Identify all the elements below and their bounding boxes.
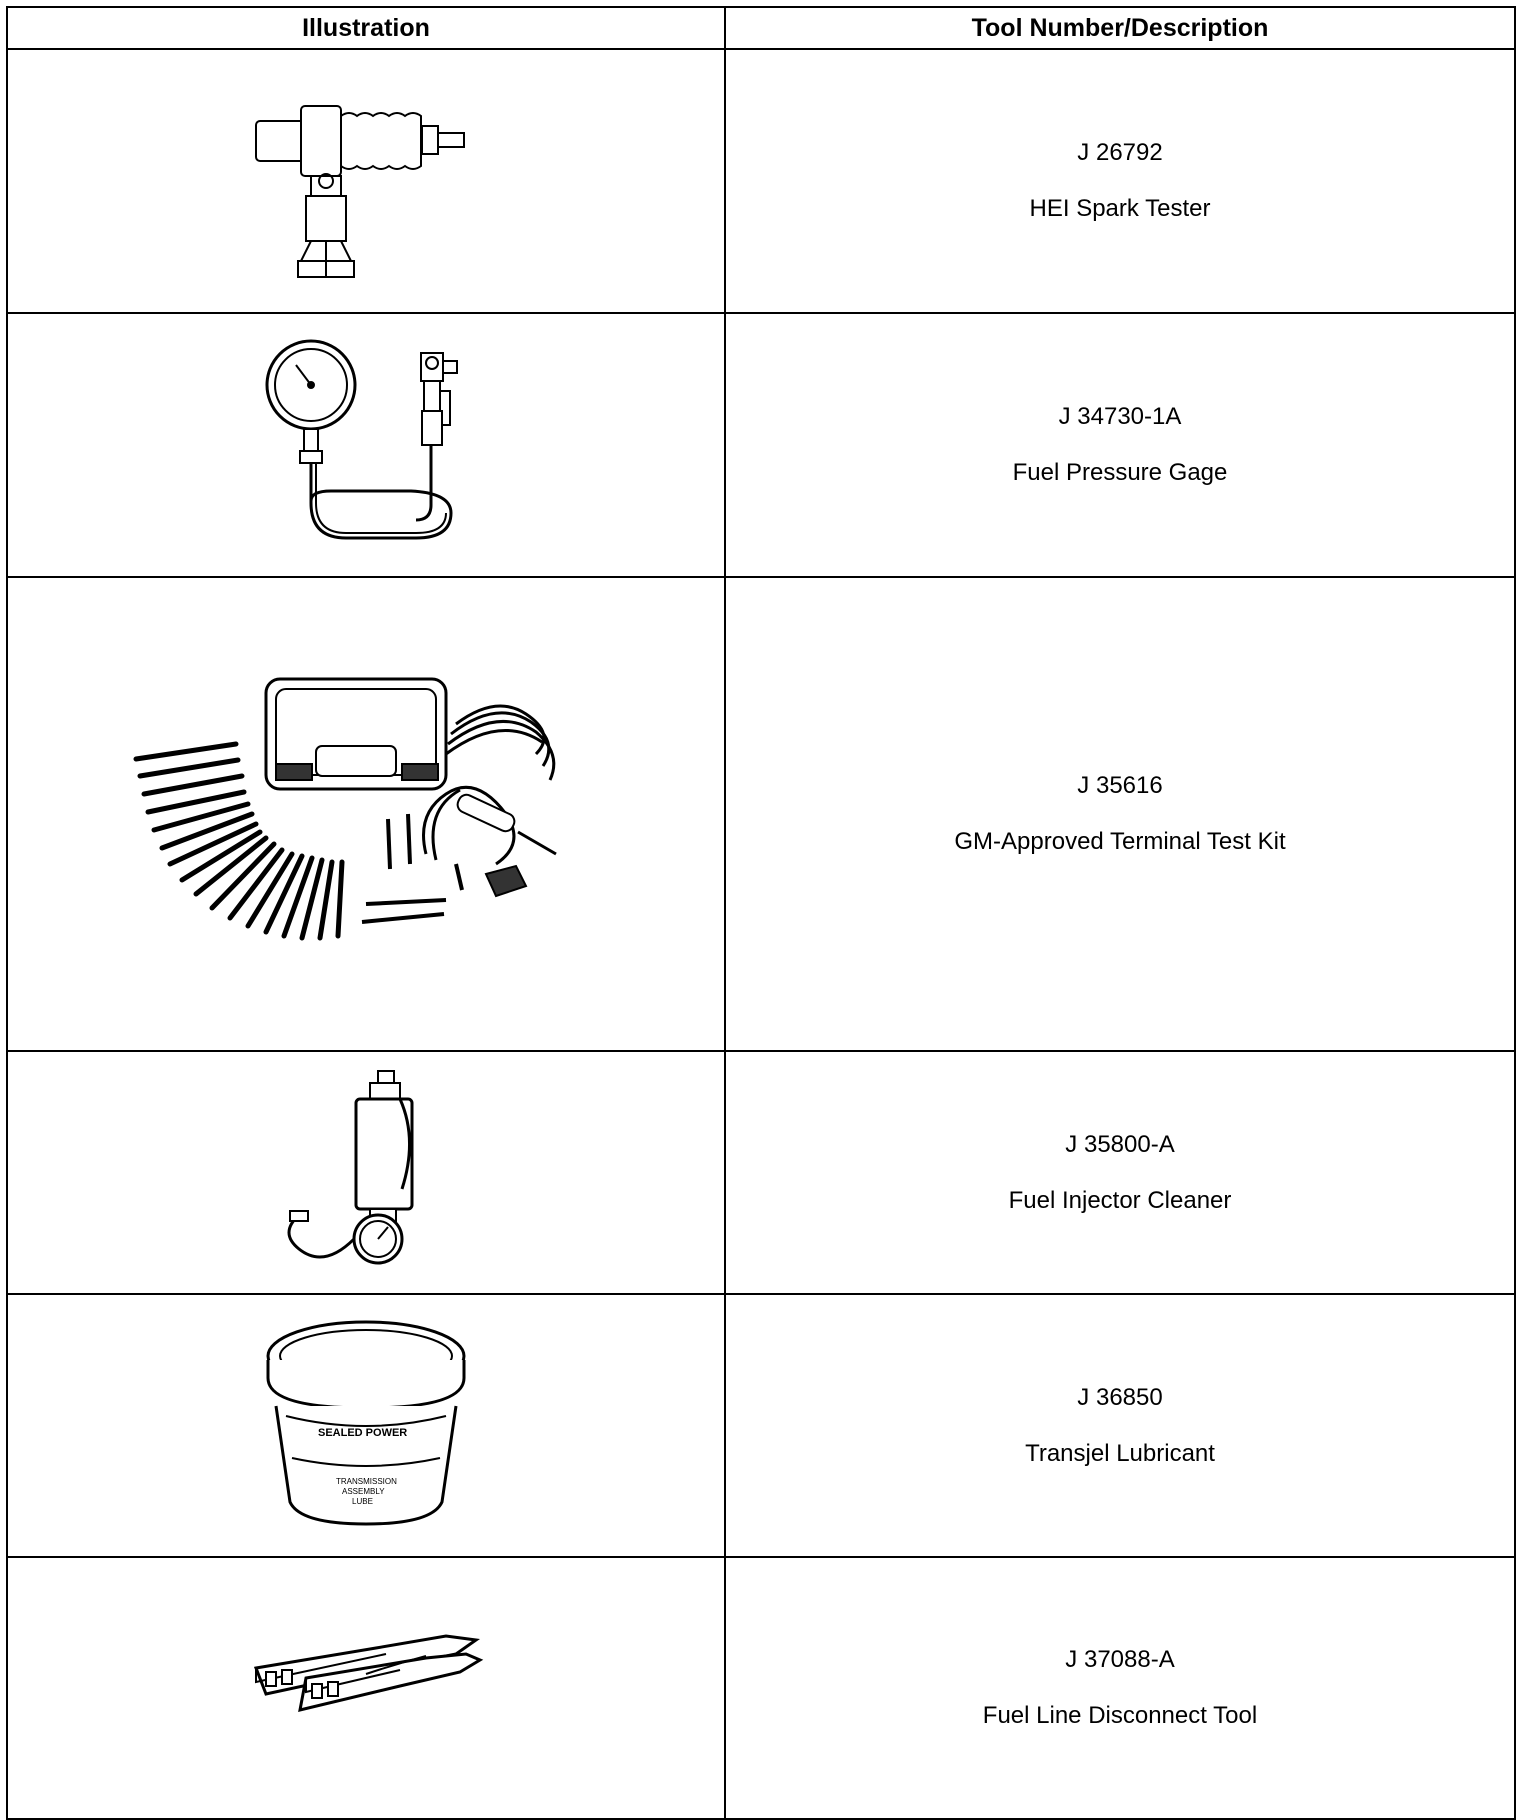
- table-row: [7, 49, 1515, 313]
- tool-name: GM-Approved Terminal Test Kit: [954, 828, 1286, 855]
- table-row: [7, 1294, 1515, 1557]
- header-row: [7, 7, 1515, 49]
- description-cell: [725, 1557, 1515, 1819]
- description-cell: [725, 1294, 1515, 1557]
- description-cell: [725, 49, 1515, 313]
- description-cell: [725, 313, 1515, 577]
- svg-text:SEALED POWER: SEALED POWER: [318, 1426, 408, 1439]
- tool-number: J 34730-1A: [1058, 403, 1182, 430]
- injector-cleaner-icon: [266, 1063, 466, 1283]
- table-row: [7, 313, 1515, 577]
- tool-name: Fuel Line Disconnect Tool: [982, 1702, 1258, 1729]
- description-cell: [725, 1051, 1515, 1294]
- special-tools-table: [6, 6, 1516, 1820]
- illustration-cell: [7, 1294, 725, 1557]
- illustration-cell: [7, 1557, 725, 1819]
- svg-text:LUBE: LUBE: [352, 1496, 373, 1506]
- svg-text:TRANSMISSION: TRANSMISSION: [336, 1476, 397, 1486]
- pressure-gage-icon: [256, 335, 476, 555]
- tool-name: Transjel Lubricant: [1025, 1439, 1215, 1467]
- description-header: Tool Number/Description: [725, 7, 1515, 49]
- tool-name: Fuel Pressure Gage: [1012, 459, 1228, 486]
- illustration-cell: [7, 313, 725, 577]
- lubricant-tub-icon: [256, 1316, 476, 1536]
- tool-number: J 36850: [1077, 1383, 1163, 1411]
- tool-number: J 35800-A: [1065, 1130, 1175, 1158]
- illustration-cell: [7, 49, 725, 313]
- tool-number: J 26792: [1077, 139, 1163, 166]
- table-row: [7, 1051, 1515, 1294]
- tool-name: HEI Spark Tester: [1029, 195, 1211, 222]
- svg-text:ASSEMBLY: ASSEMBLY: [342, 1486, 385, 1496]
- illustration-cell: [7, 577, 725, 1051]
- illustration-cell: [7, 1051, 725, 1294]
- terminal-test-kit-icon: [126, 664, 606, 964]
- tool-number: J 37088-A: [1065, 1646, 1175, 1673]
- illustration-header: Illustration: [7, 7, 725, 49]
- spark-tester-icon: [246, 81, 486, 281]
- tool-name: Fuel Injector Cleaner: [1008, 1186, 1232, 1214]
- tool-number: J 35616: [1077, 772, 1163, 799]
- description-cell: [725, 577, 1515, 1051]
- table-row: [7, 1557, 1515, 1819]
- table-row: [7, 577, 1515, 1051]
- disconnect-tool-icon: [246, 1628, 486, 1748]
